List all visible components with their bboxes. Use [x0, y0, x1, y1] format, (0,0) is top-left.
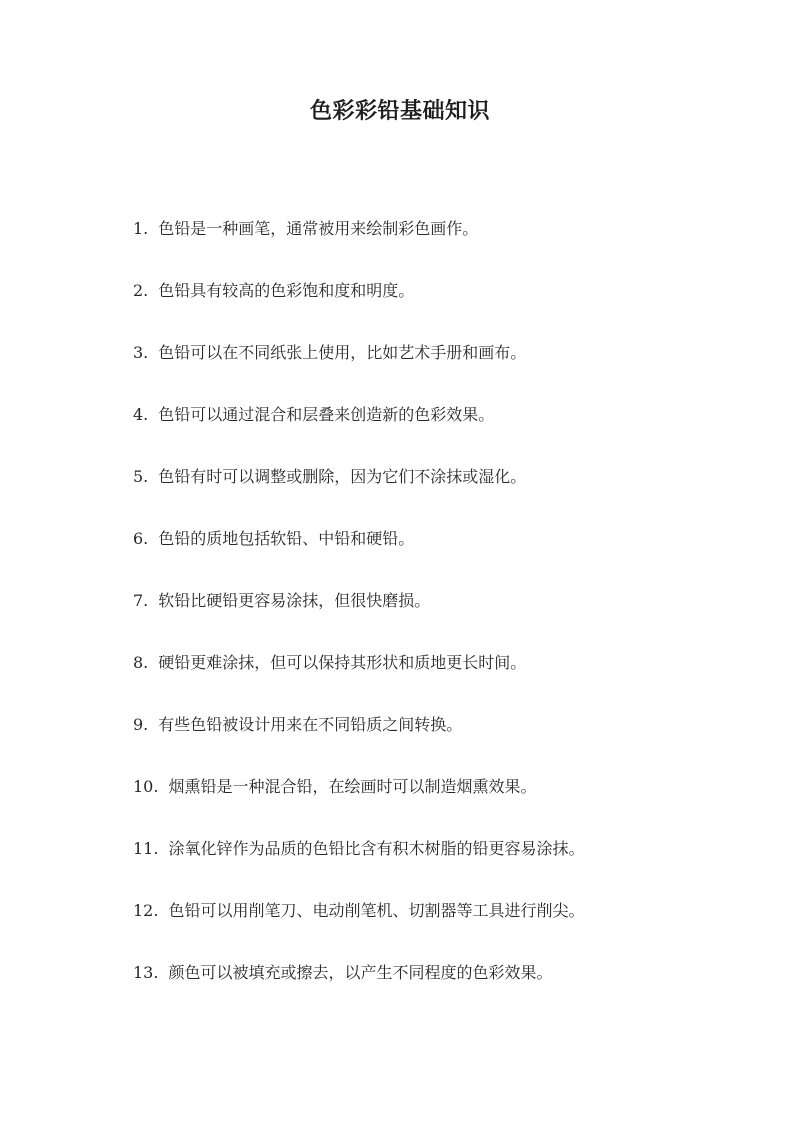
- item-number: 11.: [133, 839, 159, 858]
- item-text: 色铅可以在不同纸张上使用，比如艺术手册和画布。: [158, 343, 527, 362]
- item-number: 1.: [133, 219, 149, 238]
- item-text: 硬铅更难涂抹，但可以保持其形状和质地更长时间。: [158, 653, 527, 672]
- item-number: 2.: [133, 281, 149, 300]
- list-item: [133, 772, 733, 834]
- list-item: [133, 338, 733, 400]
- item-text: 色铅是一种画笔，通常被用来绘制彩色画作。: [158, 219, 479, 238]
- list-item: [133, 958, 733, 1020]
- item-text: 有些色铅被设计用来在不同铅质之间转换。: [158, 715, 463, 734]
- list-item: [133, 400, 733, 462]
- item-number: 9.: [133, 715, 149, 734]
- item-text: 色铅的质地包括软铅、中铅和硬铅。: [158, 529, 415, 548]
- item-text: 涂氧化锌作为品质的色铅比含有积木树脂的铅更容易涂抹。: [168, 839, 585, 858]
- list-item: [133, 524, 733, 586]
- item-text: 色铅有时可以调整或删除，因为它们不涂抹或湿化。: [158, 467, 527, 486]
- item-text: 颜色可以被填充或擦去，以产生不同程度的色彩效果。: [168, 963, 553, 982]
- list-item: [133, 648, 733, 710]
- document-title: 色彩彩铅基础知识: [309, 98, 490, 124]
- item-number: 5.: [133, 467, 149, 486]
- item-number: 6.: [133, 529, 149, 548]
- item-number: 3.: [133, 343, 149, 362]
- list-item: [133, 896, 733, 958]
- list-item: [133, 462, 733, 524]
- item-text: 软铅比硬铅更容易涂抹，但很快磨损。: [158, 591, 431, 610]
- item-number: 13.: [133, 963, 159, 982]
- list-item: [133, 710, 733, 772]
- item-text: 色铅具有较高的色彩饱和度和明度。: [158, 281, 415, 300]
- item-number: 4.: [133, 405, 149, 424]
- item-number: 10.: [133, 777, 159, 796]
- item-number: 12.: [133, 901, 159, 920]
- item-number: 7.: [133, 591, 149, 610]
- list-item: [133, 214, 733, 276]
- item-text: 烟熏铅是一种混合铅，在绘画时可以制造烟熏效果。: [168, 777, 537, 796]
- list-item: [133, 586, 733, 648]
- list-item: [133, 834, 733, 896]
- list-item: [133, 276, 733, 338]
- item-text: 色铅可以用削笔刀、电动削笔机、切割器等工具进行削尖。: [168, 901, 585, 920]
- item-number: 8.: [133, 653, 149, 672]
- item-text: 色铅可以通过混合和层叠来创造新的色彩效果。: [158, 405, 495, 424]
- knowledge-list: [133, 214, 733, 1020]
